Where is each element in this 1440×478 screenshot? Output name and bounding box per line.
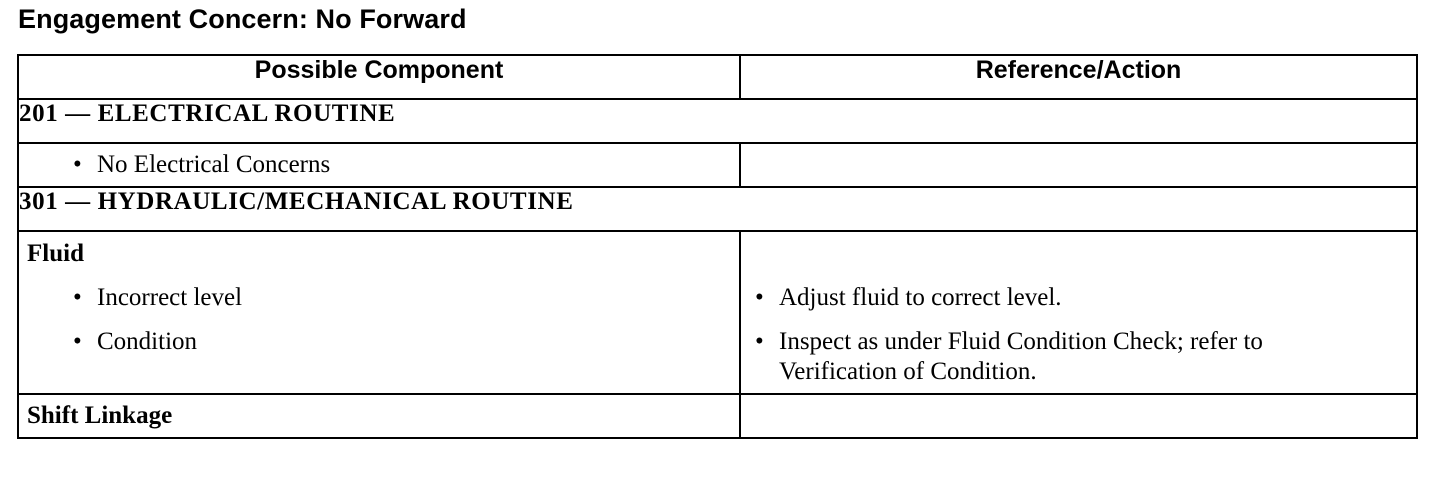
bullet-icon: •	[73, 328, 82, 355]
action-text: Adjust fluid to correct level.	[779, 284, 1062, 311]
list-item	[19, 327, 739, 357]
bullet-icon: •	[755, 284, 764, 311]
action-cell	[740, 231, 1417, 394]
list-item	[19, 283, 739, 313]
section-row-electrical	[18, 99, 1417, 143]
component-text: Condition	[97, 328, 198, 355]
action-text: Inspect as under Fluid Condition Check; refer to Verification of Condition.	[779, 328, 1263, 385]
bullet-icon: •	[73, 284, 82, 311]
bullet-icon: •	[73, 151, 82, 178]
section-row-hydraulic	[18, 187, 1417, 231]
bullet-icon: •	[755, 328, 764, 355]
component-text: No Electrical Concerns	[97, 151, 331, 178]
component-cell	[18, 231, 740, 394]
action-cell	[740, 394, 1417, 438]
list-item	[741, 283, 1416, 313]
group-title-shift-linkage: Shift Linkage	[27, 402, 173, 429]
list-item	[19, 144, 739, 186]
column-header-possible-component: Possible Component	[18, 55, 740, 99]
table-row	[18, 394, 1417, 438]
list-item	[741, 327, 1416, 387]
action-cell	[740, 143, 1417, 187]
component-cell	[18, 394, 740, 438]
table-row	[18, 143, 1417, 187]
group-title-fluid: Fluid	[27, 240, 84, 267]
table-header-row	[18, 55, 1417, 99]
diagnostic-table	[17, 54, 1418, 439]
page-title: Engagement Concern: No Forward	[18, 4, 467, 34]
table-row	[18, 231, 1417, 394]
component-cell	[18, 143, 740, 187]
component-text: Incorrect level	[97, 284, 243, 311]
section-heading-electrical: 201 — ELECTRICAL ROUTINE	[18, 99, 1417, 143]
section-heading-hydraulic: 301 — HYDRAULIC/MECHANICAL ROUTINE	[18, 187, 1417, 231]
column-header-reference-action: Reference/Action	[740, 55, 1417, 99]
